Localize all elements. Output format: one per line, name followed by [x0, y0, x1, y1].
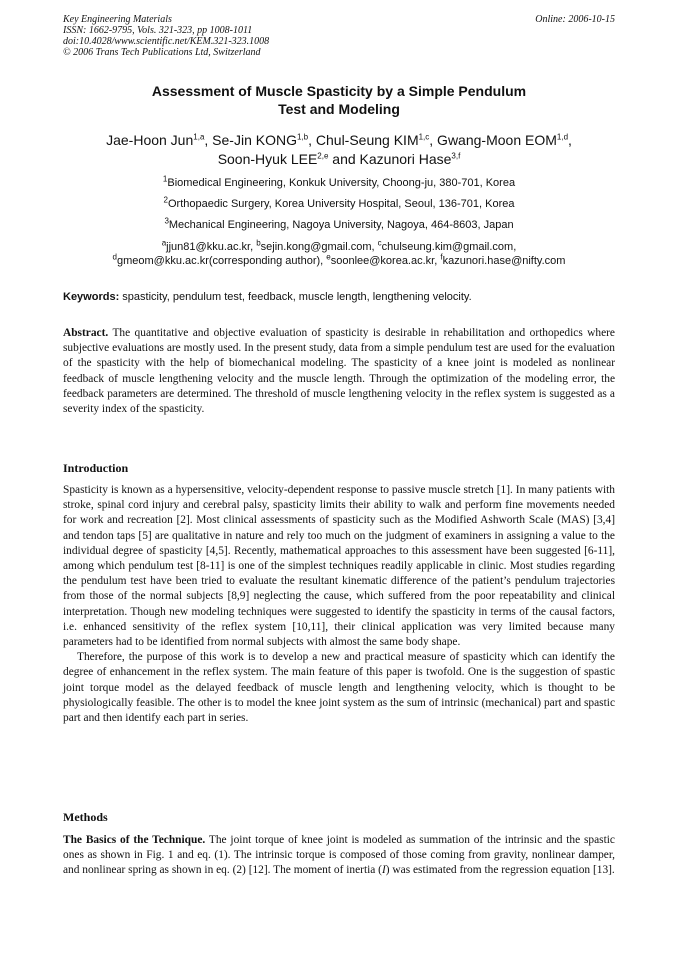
email-address: sejin.kong@gmail.com, [260, 241, 378, 253]
title-line-2: Test and Modeling [278, 101, 400, 117]
author-sup: 1,b [296, 132, 309, 142]
email-sup: e [326, 252, 331, 262]
keywords-label: Keywords: [63, 291, 120, 303]
author-sup: 1,d [556, 132, 569, 142]
email-sup: c [377, 238, 382, 248]
abstract-text: The quantitative and objective evaluation of spasticity is desirable in rehabilitation and orthopedics where subjective evaluations are mostly used. In the present study, data from a simple pendulum test are used for the evaluation of the spasticity with the help of biomechanical modeling. The spasticity of a knee joint is modeled as nonlinear feedback of muscle lengthening velocity and the muscle length. Through the optimization of the modeling error, the feedback parameters are determined. The threshold of muscle lengthening velocity in the reflex system is suggested as a severity index of the spasticity. [63, 327, 615, 416]
methods-text-end: ) was estimated from the regression equation [13]. [385, 864, 615, 877]
email-address: jjun81@kku.ac.kr, [166, 241, 257, 253]
email-address: gmeom@kku.ac.kr(corresponding author), [117, 255, 327, 267]
email-sup: a [161, 238, 167, 248]
title-line-1: Assessment of Muscle Spasticity by a Simple Pendulum [151, 83, 527, 99]
affiliation-text: Orthopaedic Surgery, Korea University Hospital, Seoul, 136-701, Korea [167, 198, 515, 210]
author-separator: , [568, 132, 572, 148]
introduction-body [63, 483, 615, 726]
methods-subheading: The Basics of the Technique. [63, 834, 206, 846]
keywords-text: spasticity, pendulum test, feedback, muscle length, lengthening velocity. [119, 291, 472, 303]
author-line-1 [63, 131, 615, 150]
author-name: Jae-Hoon Jun [106, 132, 194, 148]
methods-body [63, 833, 615, 879]
author-sup: 3,f [451, 151, 461, 161]
affiliation-text: Mechanical Engineering, Nagoya University, Nagoya, 464-8603, Japan [168, 219, 514, 231]
affiliation-sup: 2 [163, 195, 168, 205]
email-sup: d [112, 252, 117, 262]
email-address: soonlee@korea.ac.kr, [330, 255, 441, 267]
running-header [63, 14, 615, 58]
introduction-paragraph-1: Spasticity is known as a hypersensitive, velocity-dependent response to passive muscle stretch [1]. In many patients with stroke, spinal cord injury and cerebral palsy, spasticity limits their ability to walk and perform fine movements needed for work and recreation [2]. Most clinical assessments of spasticity such as the Modified Ashworth Scale (MAS) [3,4] and tendon taps [5] are qualitative in nature and rely too much on the judgment of examiners in assigning a value to the individual degree of spasticity [4,5]. Recently, mathematical approaches to this assessment have been suggested [6-11], among which pendulum test [8-11] is one of the simplest techniques readily applicable in clinic. Most studies regarding the pendulum test have been tried to evaluate the resultant kinematic difference of the patient’s pendulum trajectories from those of the normal subjects [8,9] neglecting the cause, which suffered from the poor repeatability and clinical interpretation. Though new modeling techniques were suggested to identify the spasticity in terms of the causal factors, i.e. enhanced sensitivity of the reflex system [10,11], their clinical application was very limited because many parameters had to be identified from normal subjects with almost the same body shape. [63, 484, 615, 649]
author-line-2 [63, 150, 615, 169]
journal-name: Key Engineering Materials [63, 14, 172, 25]
author-sup: 1,c [418, 132, 430, 142]
author-name: , Se-Jin KONG [204, 132, 297, 148]
abstract-label: Abstract. [63, 327, 109, 339]
author-sup: 1,a [193, 132, 205, 142]
abstract [63, 326, 615, 417]
methods-heading: Methods [63, 810, 108, 824]
email-sup: b [256, 238, 261, 248]
methods-text: The joint torque of knee joint is modeled as summation of the intrinsic and the spastic ones as shown in Fig. 1 and eq. (1). The intrinsic torque is composed of those coming from gravity, nonlinear damper, and nonlinear spring as shown in eq. (2) [12]. The moment of inertia ( [63, 834, 615, 877]
introduction-heading: Introduction [63, 461, 129, 475]
doi-line: doi:10.4028/www.scientific.net/KEM.321-323.1008 [63, 36, 270, 47]
affiliation-text: Biomedical Engineering, Konkuk University, Choong-ju, 380-701, Korea [167, 177, 516, 189]
author-name: , Gwang-Moon EOM [429, 132, 557, 148]
author-name: , Chul-Seung KIM [308, 132, 419, 148]
keywords [63, 290, 615, 304]
issn-line: ISSN: 1662-9795, Vols. 321-323, pp 1008-1011 [63, 25, 253, 36]
author-name: Soon-Hyuk LEE [217, 151, 318, 167]
affiliation-sup: 3 [164, 216, 169, 226]
affiliation-sup: 1 [162, 174, 168, 184]
author-list [63, 131, 615, 169]
affiliation-3 [63, 218, 615, 232]
affiliation-2 [63, 197, 615, 211]
affiliation-1 [63, 176, 615, 190]
paper-title [63, 82, 615, 118]
author-sup: 2,e [317, 151, 329, 161]
email-line-2 [63, 254, 615, 268]
email-line-1 [63, 240, 615, 254]
email-address: kazunori.hase@nifty.com [442, 255, 566, 267]
inertia-symbol: I [381, 864, 386, 877]
email-list [63, 240, 615, 268]
introduction-paragraph-2: Therefore, the purpose of this work is to develop a new and practical measure of spasticity which can identify the degree of enhancement in the reflex system. The main feature of this paper is twofold. One is the suggestion of spastic joint torque model as the delayed feedback of muscle length and lengthening velocity, which is thought to be physiologically feasible. The other is to model the knee joint system as the sum of intrinsic (mechanical) part and spastic part and then identify each part in series. [63, 651, 615, 725]
author-name: and Kazunori Hase [328, 151, 452, 167]
online-date: Online: 2006-10-15 [535, 14, 615, 25]
email-sup: f [440, 252, 443, 262]
email-address: chulseung.kim@gmail.com, [381, 241, 517, 253]
copyright-line: © 2006 Trans Tech Publications Ltd, Switzerland [63, 47, 261, 58]
